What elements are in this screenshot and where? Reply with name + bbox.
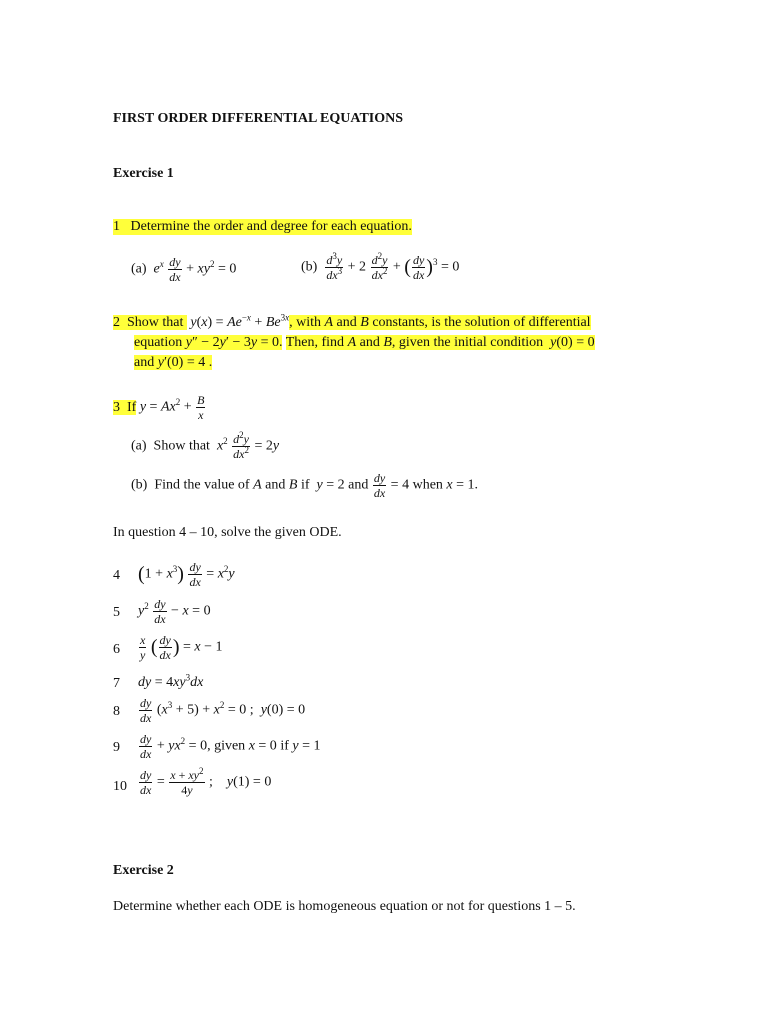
solve-intro: In question 4 – 10, solve the given ODE.: [113, 525, 342, 540]
question-6-number: 6: [113, 642, 120, 657]
question-8-number: 8: [113, 704, 120, 719]
page-title: FIRST ORDER DIFFERENTIAL EQUATIONS: [113, 111, 404, 126]
question-6-equation: $\frac{x}{y}$ ( $\frac{dy}{dx}$ ) = x − 1: [140, 633, 223, 662]
question-3: 3 If $y = Ax^2$ + $\frac{B}{x}$: [113, 393, 205, 422]
question-2-line-3: and y′(0) = 4 .: [134, 355, 213, 370]
question-8-equation: $\frac{dy}{dx}$ $(x^3 + 5) + x^2 = 0$ ; y(0) = 0: [140, 696, 306, 725]
question-3-number: 3: [113, 399, 120, 415]
question-1-number: 1: [113, 219, 120, 234]
question-7-number: 7: [113, 676, 120, 691]
exercise-1-heading: Exercise 1: [113, 166, 174, 181]
question-5-equation: $y^2$ $\frac{dy}{dx}$ − x = 0: [138, 597, 211, 626]
question-2-number: 2: [113, 315, 120, 330]
question-9-equation: $\frac{dy}{dx}$ + $yx^2 = 0$, given x = 0 if y = 1: [140, 732, 321, 761]
question-3a: (a) Show that $x^2$ $\frac{d^2y}{dx^2}$ = 2y: [131, 430, 280, 461]
question-1b-label: (b): [301, 259, 318, 275]
question-1b-equation: (b) $\frac{d^3y}{dx^3}$ + 2 $\frac{d^2y}{dx^2}$ + ( $\frac{dy}{dx}$ )$^3$ = 0: [301, 251, 460, 282]
question-2-line-2: equation y″ − 2y′ − 3y = 0. Then, find A and B, given the initial condition y(0) = 0: [134, 335, 595, 350]
question-1a-equation: (a) $e^x$ $\frac{dy}{dx}$ + $xy^2 = 0$: [131, 255, 237, 284]
question-4-number: 4: [113, 568, 120, 583]
question-1a-label: (a): [131, 261, 147, 277]
question-1: [113, 219, 412, 235]
question-10-number: 10: [113, 779, 127, 794]
question-4-equation: $(1 + x^3)$ $\frac{dy}{dx}$ = $x^2y$: [138, 560, 235, 589]
question-9-number: 9: [113, 740, 120, 755]
exercise-2-heading: Exercise 2: [113, 863, 174, 878]
question-7-equation: dy = $4xy^3dx$: [138, 672, 204, 690]
question-10-equation: $\frac{dy}{dx}$ = $\frac{x + xy^2}{4y}$ ; y(1) = 0: [140, 766, 272, 797]
question-1-text: Determine the order and degree for each equation.: [130, 219, 412, 234]
question-3b: (b) Find the value of A and B if y = 2 and $\frac{dy}{dx}$ = 4 when x = 1.: [131, 471, 479, 500]
question-2-line-1: 2 Show that $y(x) = Ae^{-x} + Be^{3x}$, with A and B constants, is the solution of differential: [113, 312, 591, 330]
exercise-2-instructions: Determine whether each ODE is homogeneous equation or not for questions 1 – 5.: [113, 899, 576, 914]
question-5-number: 5: [113, 605, 120, 620]
